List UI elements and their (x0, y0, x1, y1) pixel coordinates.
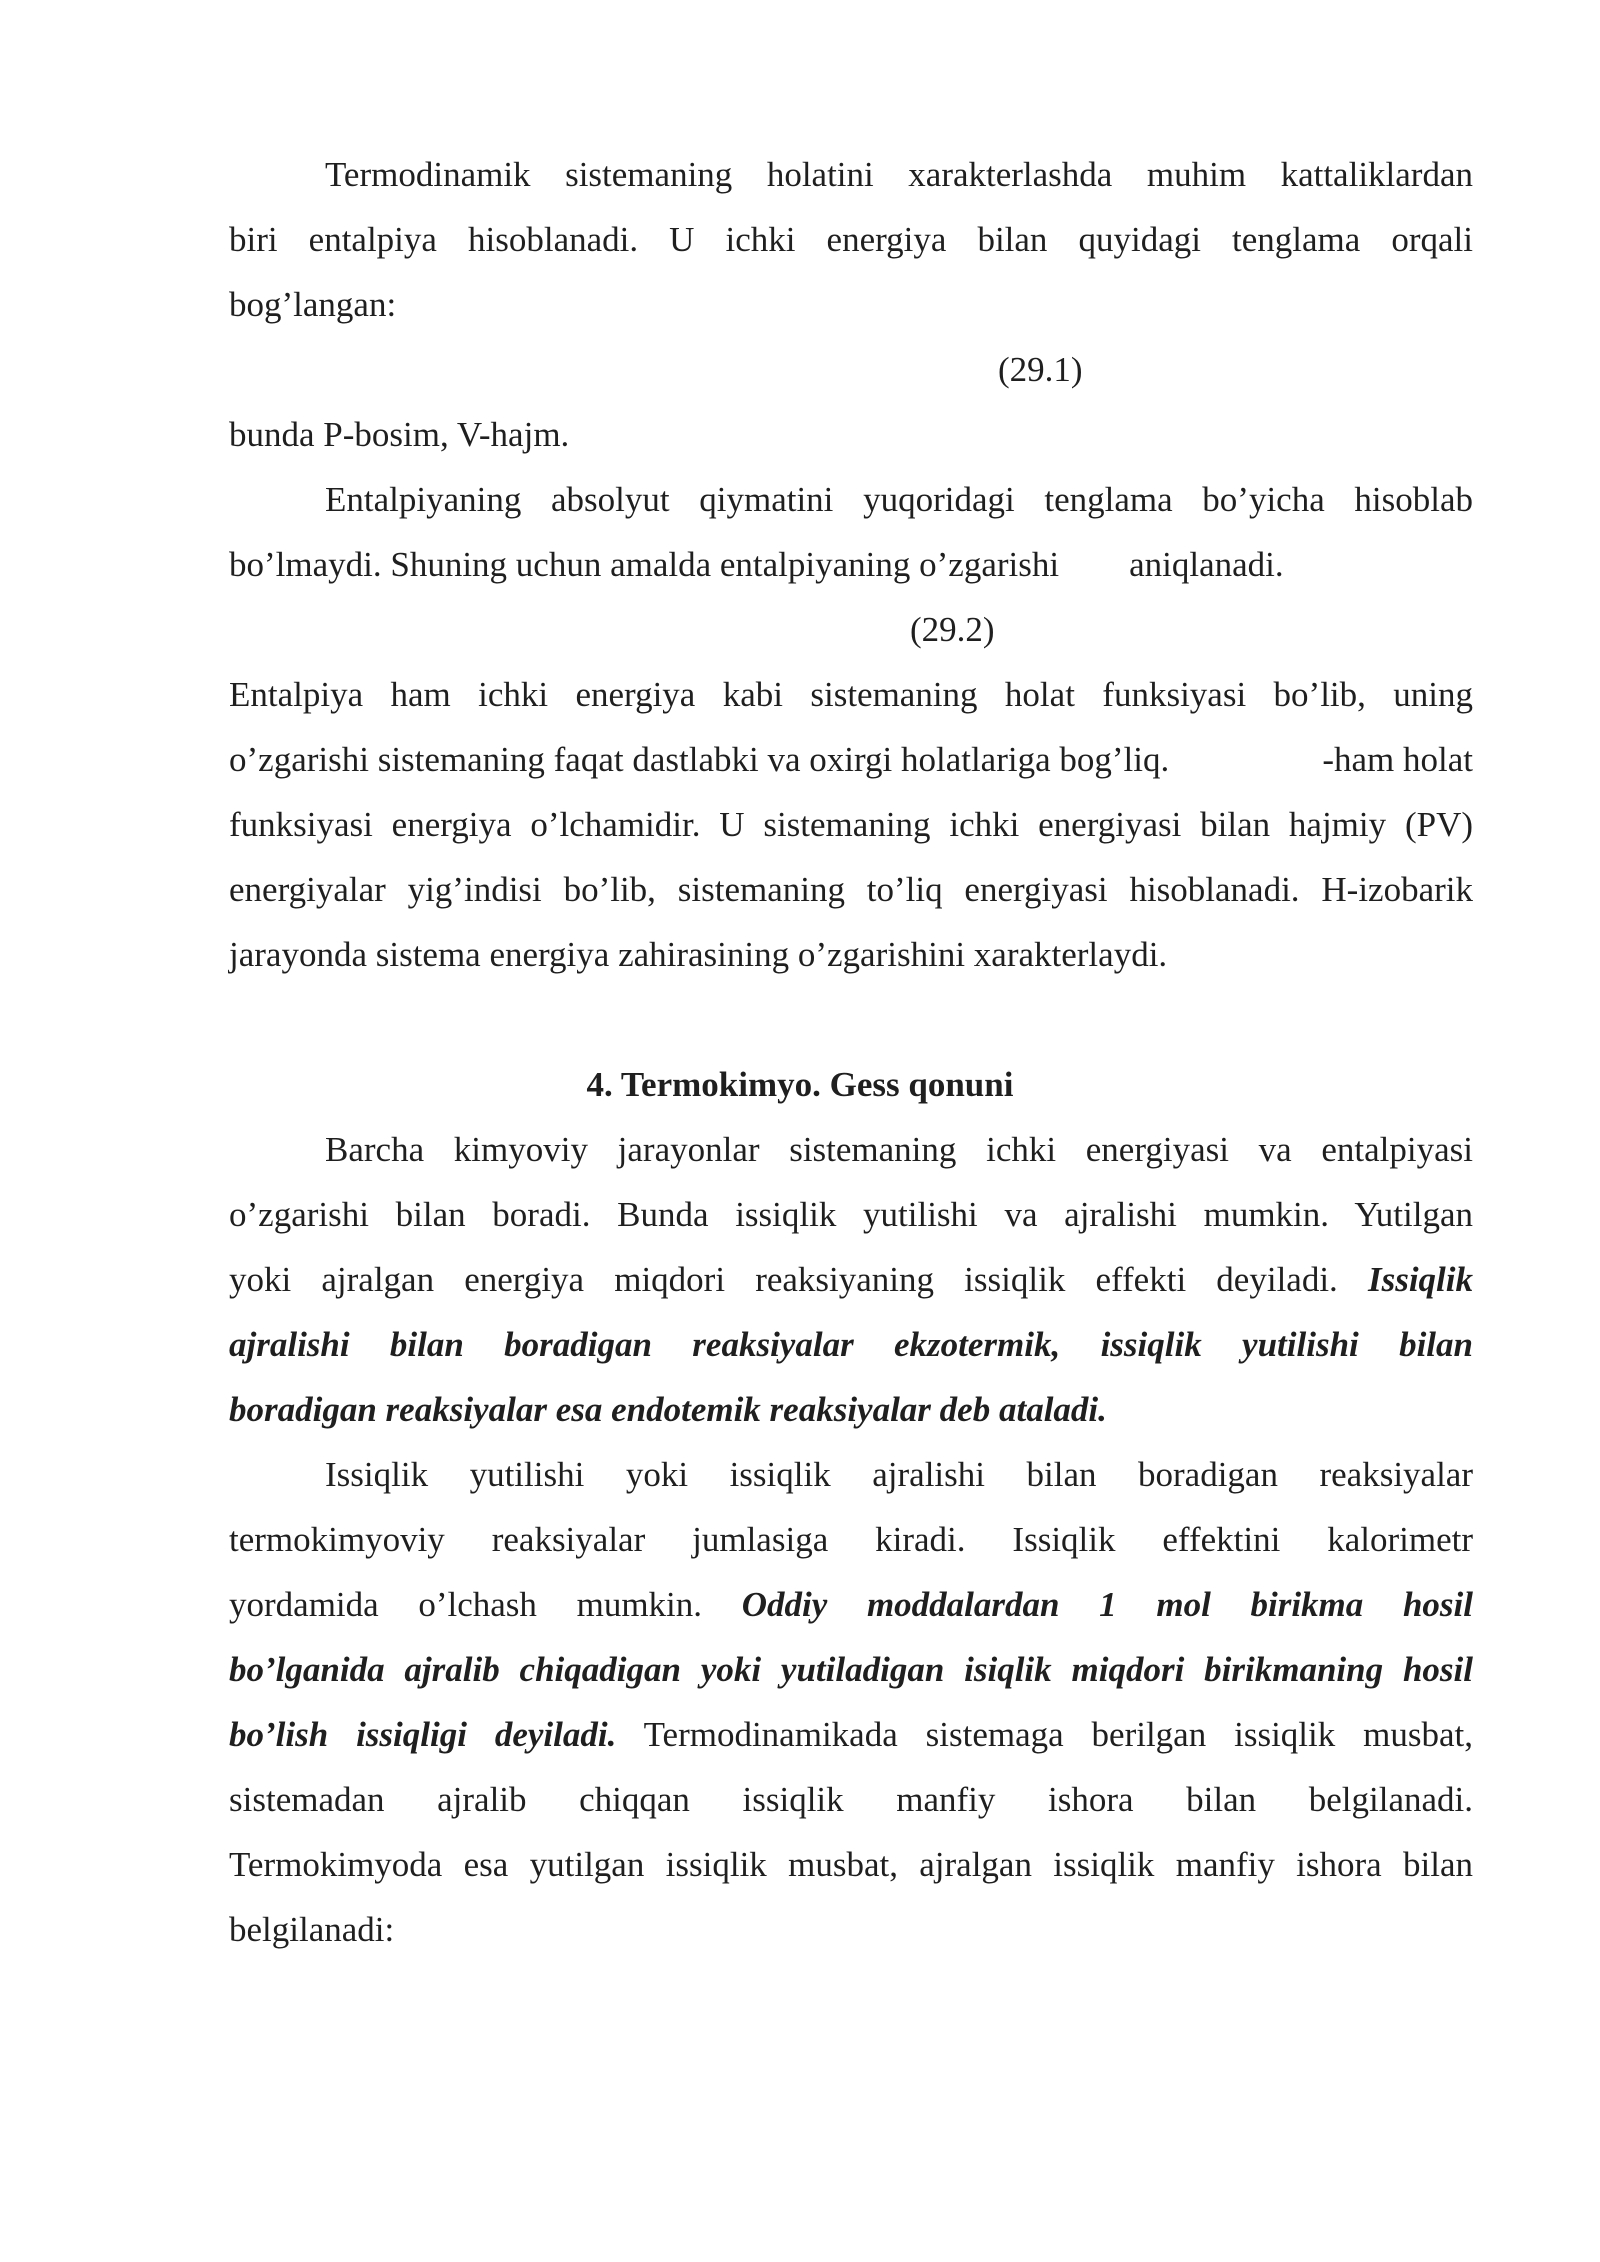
section-heading: 4. Termokimyo. Gess qonuni (586, 1065, 1014, 1104)
text-segment: yoki ajralgan energiya miqdori reaksiyaning issiqlik effekti deyiladi. (229, 1260, 1338, 1299)
paragraph-line: Termodinamik sistemaning holatini xarakterlashda muhim kattaliklardan (325, 155, 1473, 194)
paragraph-line (229, 1713, 1473, 1757)
paragraph-line (229, 543, 1473, 587)
emphasized-text: Oddiy moddalardan 1 mol birikma hosil (741, 1585, 1473, 1624)
emphasized-line: ajralishi bilan boradigan reaksiyalar ekzotermik, issiqlik yutilishi bilan (229, 1325, 1473, 1364)
paragraph-line: biri entalpiya hisoblanadi. U ichki energiya bilan quyidagi tenglama orqali (229, 220, 1473, 259)
text-segment: bo’lmaydi. Shuning uchun amalda entalpiyaning o’zgarishi (229, 545, 1060, 584)
text-segment: -ham holat (1322, 740, 1473, 779)
paragraph-line: energiyalar yig’indisi bo’lib, sistemaning to’liq energiyasi hisoblanadi. H-izobarik (229, 870, 1473, 909)
paragraph-line: Issiqlik yutilishi yoki issiqlik ajralishi bilan boradigan reaksiyalar (325, 1455, 1473, 1494)
emphasized-line: bo’lganida ajralib chiqadigan yoki yutiladigan isiqlik miqdori birikmaning hosil (229, 1650, 1473, 1689)
paragraph-line: Termokimyoda esa yutilgan issiqlik musbat, ajralgan issiqlik manfiy ishora bilan (229, 1845, 1473, 1884)
paragraph-line: funksiyasi energiya o’lchamidir. U sistemaning ichki energiyasi bilan hajmiy (PV) (229, 805, 1473, 844)
paragraph-line: o’zgarishi bilan boradi. Bunda issiqlik yutilishi va ajralishi mumkin. Yutilgan (229, 1195, 1473, 1234)
paragraph-line: Entalpiyaning absolyut qiymatini yuqoridagi tenglama bo’yicha hisoblab (325, 480, 1473, 519)
text-segment: o’zgarishi sistemaning faqat dastlabki va oxirgi holatlariga bog’liq. (229, 740, 1170, 779)
paragraph-line (229, 1583, 1473, 1627)
paragraph-line: Barcha kimyoviy jarayonlar sistemaning ichki energiyasi va entalpiyasi (325, 1130, 1473, 1169)
paragraph-line: termokimyoviy reaksiyalar jumlasiga kiradi. Issiqlik effektini kalorimetr (229, 1520, 1473, 1559)
equation-number: (29.1) (998, 350, 1083, 389)
text-segment: yordamida o’lchash mumkin. (229, 1585, 703, 1624)
paragraph-line: belgilanadi: (229, 1910, 395, 1949)
paragraph-line (229, 1258, 1473, 1302)
paragraph-line: jarayonda sistema energiya zahirasining o’zgarishini xarakterlaydi. (229, 935, 1168, 974)
paragraph-line (229, 738, 1473, 782)
text-segment: aniqlanadi. (1129, 545, 1284, 584)
equation-number: (29.2) (910, 610, 995, 649)
paragraph-line: bunda P-bosim, V-hajm. (229, 415, 570, 454)
paragraph-line: Entalpiya ham ichki energiya kabi sistemaning holat funksiyasi bo’lib, uning (229, 675, 1473, 714)
emphasized-line: boradigan reaksiyalar esa endotemik reaksiyalar deb ataladi. (229, 1390, 1107, 1429)
paragraph-line: sistemadan ajralib chiqqan issiqlik manfiy ishora bilan belgilanadi. (229, 1780, 1473, 1819)
emphasized-text: Issiqlik (1367, 1260, 1474, 1299)
text-segment: Termodinamikada sistemaga berilgan issiqlik musbat, (643, 1715, 1473, 1754)
emphasized-text: bo’lish issiqligi deyiladi. (229, 1715, 617, 1754)
paragraph-line: bog’langan: (229, 285, 397, 324)
